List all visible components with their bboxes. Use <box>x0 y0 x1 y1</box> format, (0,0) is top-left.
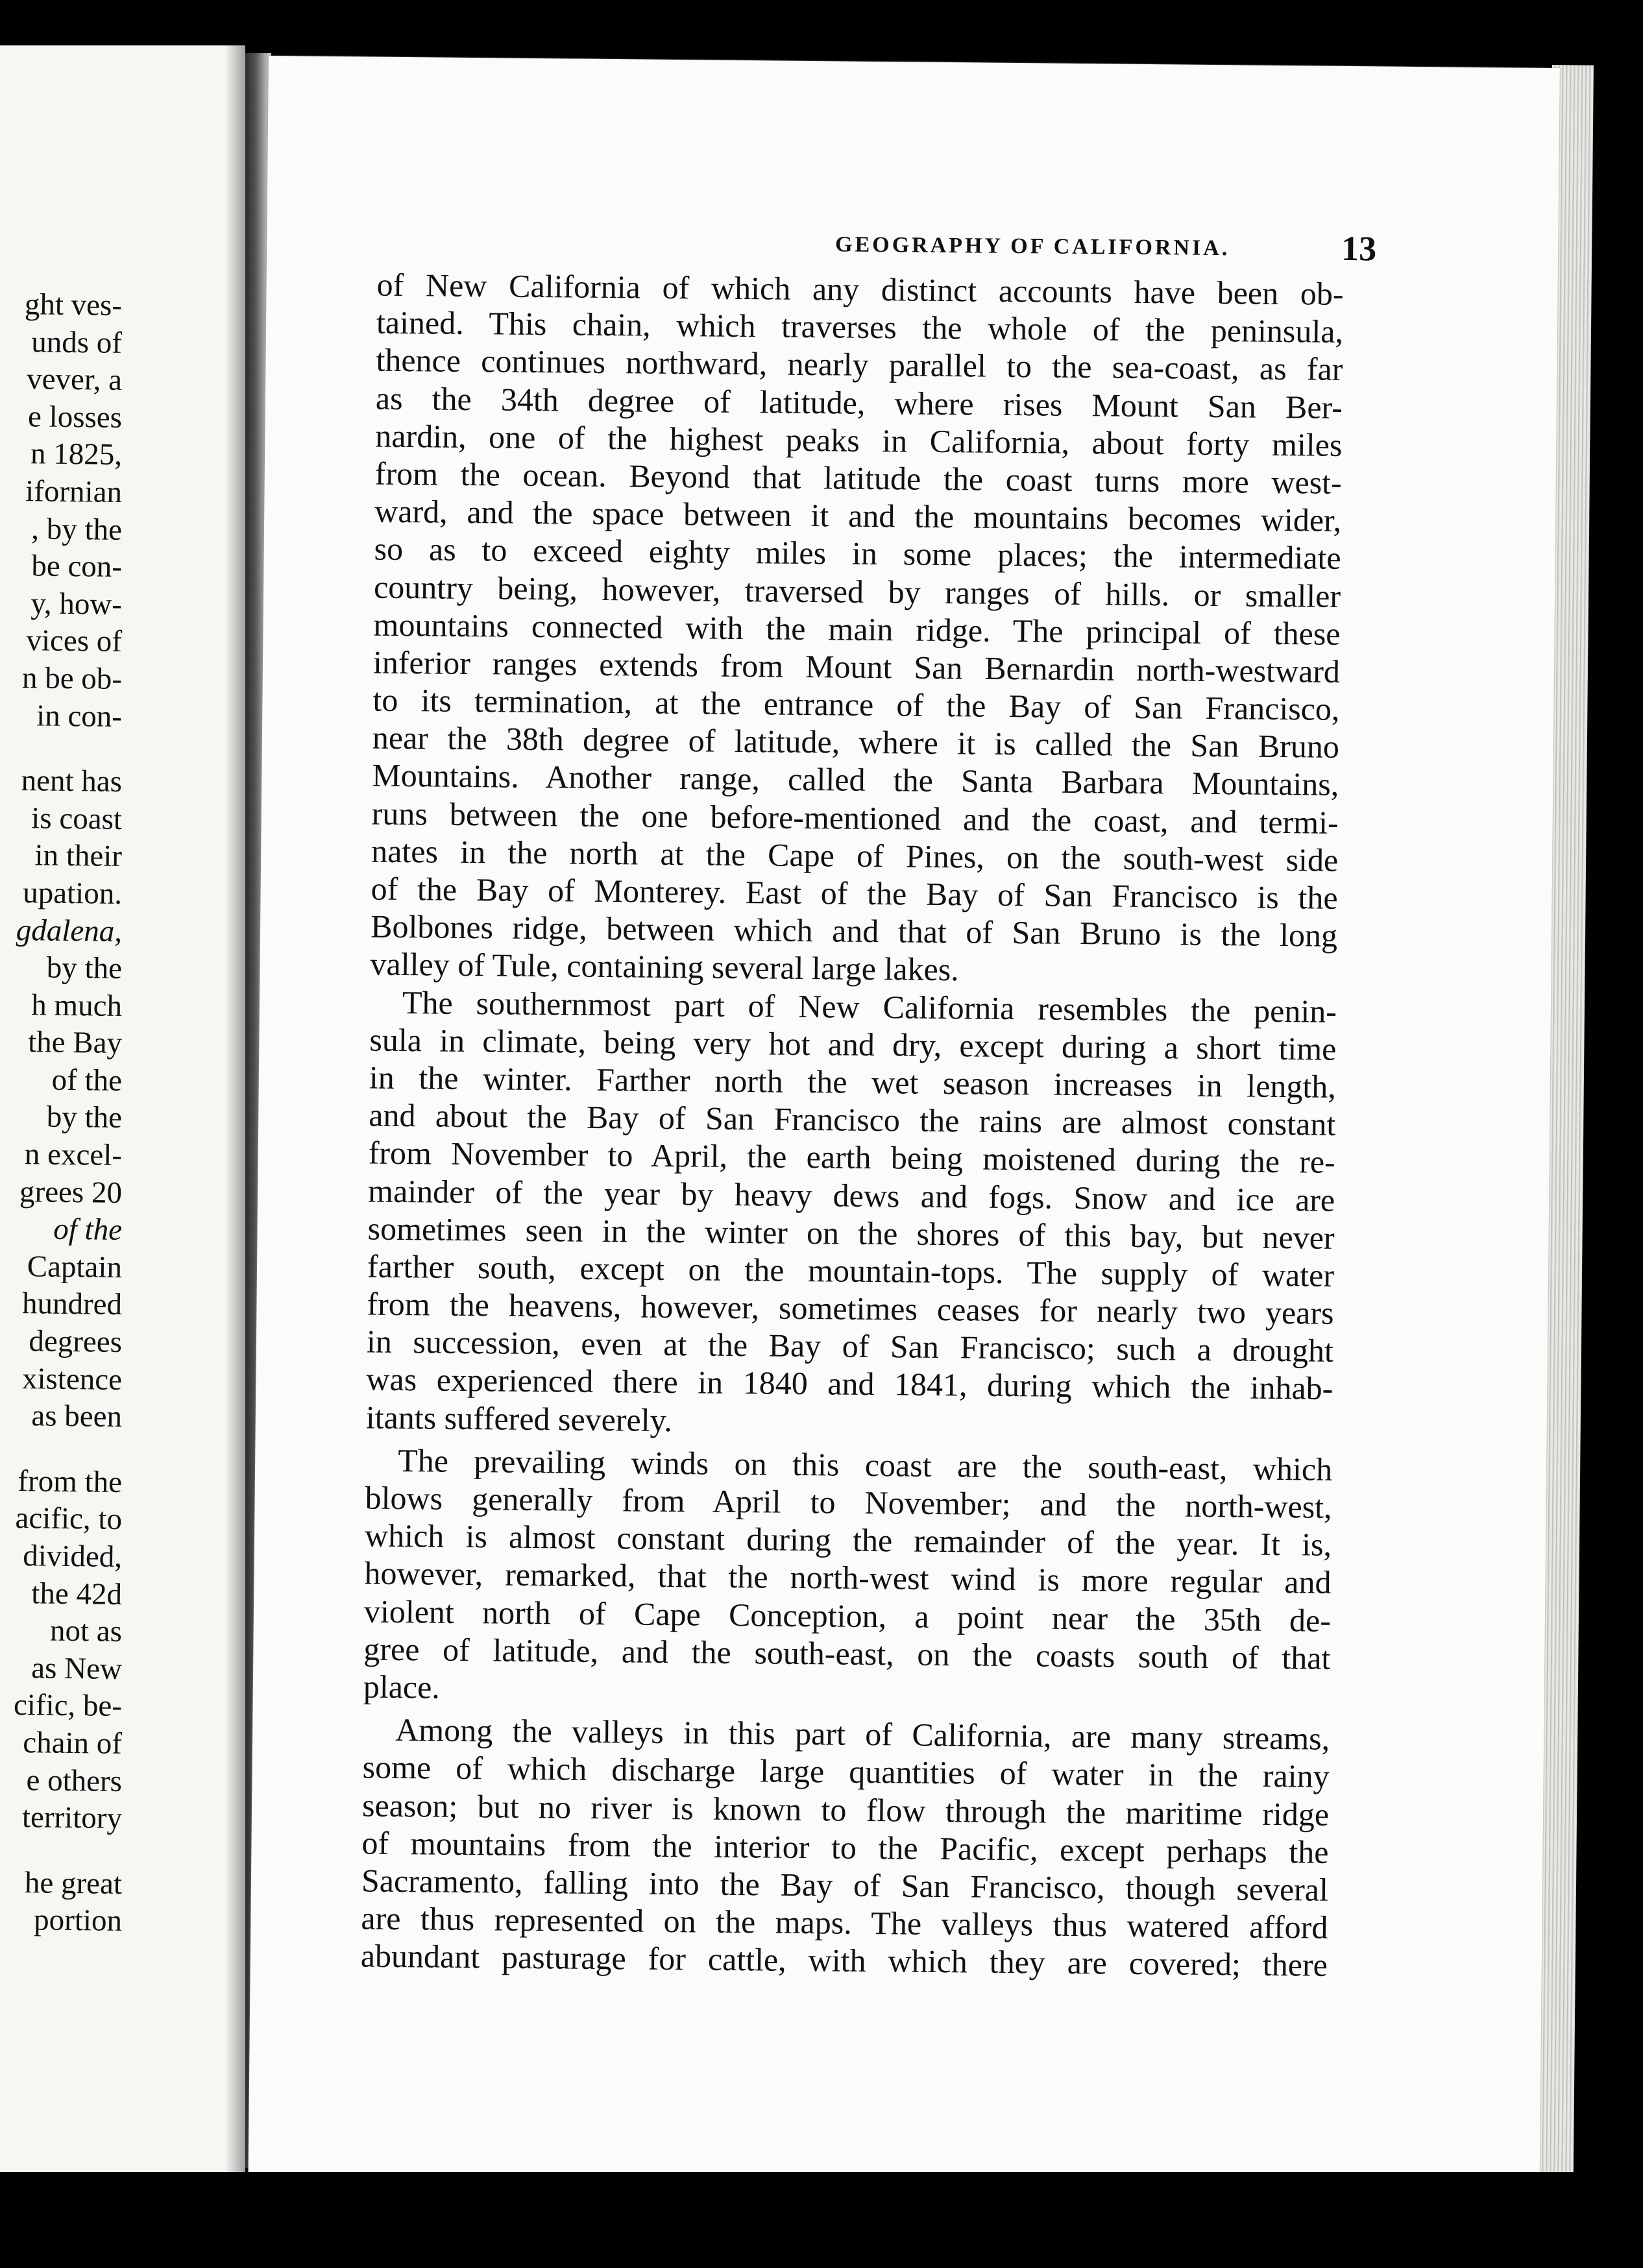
text-line: of the Bay of Monterey. East of the Bay of San Francisco is the <box>371 870 1338 916</box>
text-line: Sacramento, falling into the Bay of San Francisco, though several <box>361 1862 1329 1908</box>
text-line: season; but no river is known to flow through the maritime ridge <box>361 1787 1330 1833</box>
text-line: Mountains. Another range, called the Santa Barbara Mountains, <box>372 757 1339 803</box>
text-line: nardin, one of the highest peaks in California, about forty miles <box>375 417 1343 463</box>
left-line: nent has <box>21 764 123 799</box>
text-line: from the heavens, however, sometimes ceases for nearly two years <box>367 1285 1334 1331</box>
text-line: in the winter. Farther north the wet season increases in length, <box>369 1059 1337 1105</box>
left-line: chain of <box>23 1726 123 1761</box>
text-line: gree of latitude, and the south-east, on the coasts south of that <box>363 1630 1331 1676</box>
text-line: country being, however, traversed by ranges of hills. or smaller <box>373 568 1341 614</box>
text-line: however, remarked, that the north-west wind is more regular and <box>364 1554 1332 1601</box>
text-line: violent north of Cape Conception, a point near the 35th de- <box>363 1593 1332 1639</box>
text-line: sula in climate, being very hot and dry, except during a short time <box>369 1021 1337 1067</box>
text-line: so as to exceed eighty miles in some places; the intermediate <box>374 530 1341 577</box>
text-line: runs between the one before-mentioned and the coast, and termi- <box>371 795 1339 841</box>
text-line: Bolbones ridge, between which and that of San Bruno is the long <box>370 908 1338 954</box>
left-line: e losses <box>27 400 123 435</box>
text-line: nates in the north at the Cape of Pines, on the south-west side <box>371 832 1339 878</box>
text-line: ward, and the space between it and the mountains becomes wider, <box>374 492 1342 539</box>
left-line: degrees <box>29 1324 123 1360</box>
text-line: thence continues northward, nearly parallel to the sea-coast, as far <box>376 341 1343 388</box>
text-line: sometimes seen in the winter on the shores of this bay, but never <box>367 1210 1335 1256</box>
left-line: vices of <box>26 623 123 659</box>
left-page-shadow <box>225 45 245 2172</box>
running-head: GEOGRAPHY OF CALIFORNIA. <box>834 232 1230 261</box>
left-line: vever, a <box>26 362 123 398</box>
left-line: acific, to <box>15 1501 123 1537</box>
left-line: Captain <box>27 1249 123 1285</box>
left-line: , by the <box>31 511 123 547</box>
text-line: The prevailing winds on this coast are the south-east, which <box>397 1442 1333 1488</box>
left-line: he great <box>24 1865 123 1901</box>
left-line: ght ves- <box>24 287 123 322</box>
text-line: of New California of which any distinct accounts have been ob- <box>376 266 1344 312</box>
left-line: unds of <box>30 324 123 360</box>
text-line: place. <box>363 1668 441 1706</box>
text-line: of mountains from the interior to the Pacific, except perhaps the <box>361 1824 1329 1870</box>
left-line: of the <box>51 1063 123 1098</box>
text-line: was experienced there in 1840 and 1841, during which the inhab- <box>366 1360 1333 1407</box>
left-line: the Bay <box>27 1025 123 1061</box>
left-line: h much <box>31 987 123 1023</box>
left-page-text <box>0 287 122 1940</box>
text-line: mountains connected with the main ridge. The principal of these <box>373 606 1341 652</box>
text-line: to its termination, at the entrance of the Bay of San Francisco, <box>372 681 1340 727</box>
left-line: be con- <box>31 549 123 585</box>
left-line: ifornian <box>25 474 123 509</box>
left-line: by the <box>46 950 123 986</box>
text-line: near the 38th degree of latitude, where it is called the San Bruno <box>372 719 1340 766</box>
body-text <box>361 266 1344 1984</box>
left-line: xistence <box>21 1361 123 1397</box>
text-line: mainder of the year by heavy dews and fogs. Snow and ice are <box>367 1172 1335 1218</box>
left-line: n be ob- <box>21 661 123 696</box>
left-line: n excel- <box>24 1137 123 1173</box>
text-line: itants suffered severely. <box>365 1399 673 1438</box>
left-line: hundred <box>21 1286 123 1322</box>
left-line: portion <box>33 1903 123 1938</box>
text-line: are thus represented on the maps. The valleys thus watered afford <box>361 1900 1328 1946</box>
text-line: abundant pasturage for cattle, with which they are covered; there <box>360 1937 1328 1984</box>
left-line: from the <box>18 1464 123 1499</box>
right-page <box>249 56 1560 2196</box>
left-line: n 1825, <box>30 437 123 472</box>
left-line: y, how- <box>30 586 123 621</box>
text-line: The southernmost part of New California resembles the penin- <box>402 983 1337 1030</box>
page-number: 13 <box>1341 228 1377 269</box>
left-line: by the <box>46 1100 123 1135</box>
left-line: divided, <box>22 1539 123 1574</box>
text-line: from November to April, the earth being moistened during the re- <box>368 1134 1335 1181</box>
text-line: inferior ranges extends from Mount San Bernardin north-westward <box>372 644 1341 690</box>
text-line: in succession, even at the Bay of San Francisco; such a drought <box>366 1323 1334 1369</box>
text-line: valley of Tule, containing several large lakes. <box>370 945 959 988</box>
left-line: cific, be- <box>13 1688 123 1724</box>
left-line: as New <box>31 1651 123 1686</box>
text-line: blows generally from April to November; and the north-west, <box>365 1479 1332 1525</box>
left-line: as been <box>31 1399 123 1434</box>
left-line: not as <box>49 1613 123 1649</box>
left-line: upation. <box>22 876 123 911</box>
left-line: territory <box>21 1800 123 1836</box>
left-line: is coast <box>31 801 123 836</box>
text-line: farther south, except on the mountain-tops. The supply of water <box>367 1248 1335 1294</box>
left-line: grees 20 <box>19 1174 123 1210</box>
text-line: and about the Bay of San Francisco the rains are almost constant <box>369 1096 1336 1142</box>
text-line: Among the valleys in this part of California, are many streams, <box>395 1711 1330 1757</box>
left-page <box>0 45 245 2172</box>
left-line: e others <box>26 1763 123 1798</box>
text-line: some of which discharge large quantities of water in the rainy <box>362 1748 1330 1795</box>
scan-background <box>0 2172 1643 2268</box>
text-line: which is almost constant during the remainder of the year. It is, <box>364 1517 1332 1563</box>
left-line: the 42d <box>31 1576 123 1611</box>
left-line: of the <box>53 1212 123 1248</box>
text-line: tained. This chain, which traverses the whole of the peninsula, <box>376 304 1344 350</box>
left-line: in their <box>34 838 123 874</box>
left-line: in con- <box>36 698 123 734</box>
text-line: from the ocean. Beyond that latitude the coast turns more west- <box>374 455 1343 501</box>
left-line: gdalena, <box>16 913 123 948</box>
text-line: as the 34th degree of latitude, where rises Mount San Ber- <box>375 380 1343 426</box>
